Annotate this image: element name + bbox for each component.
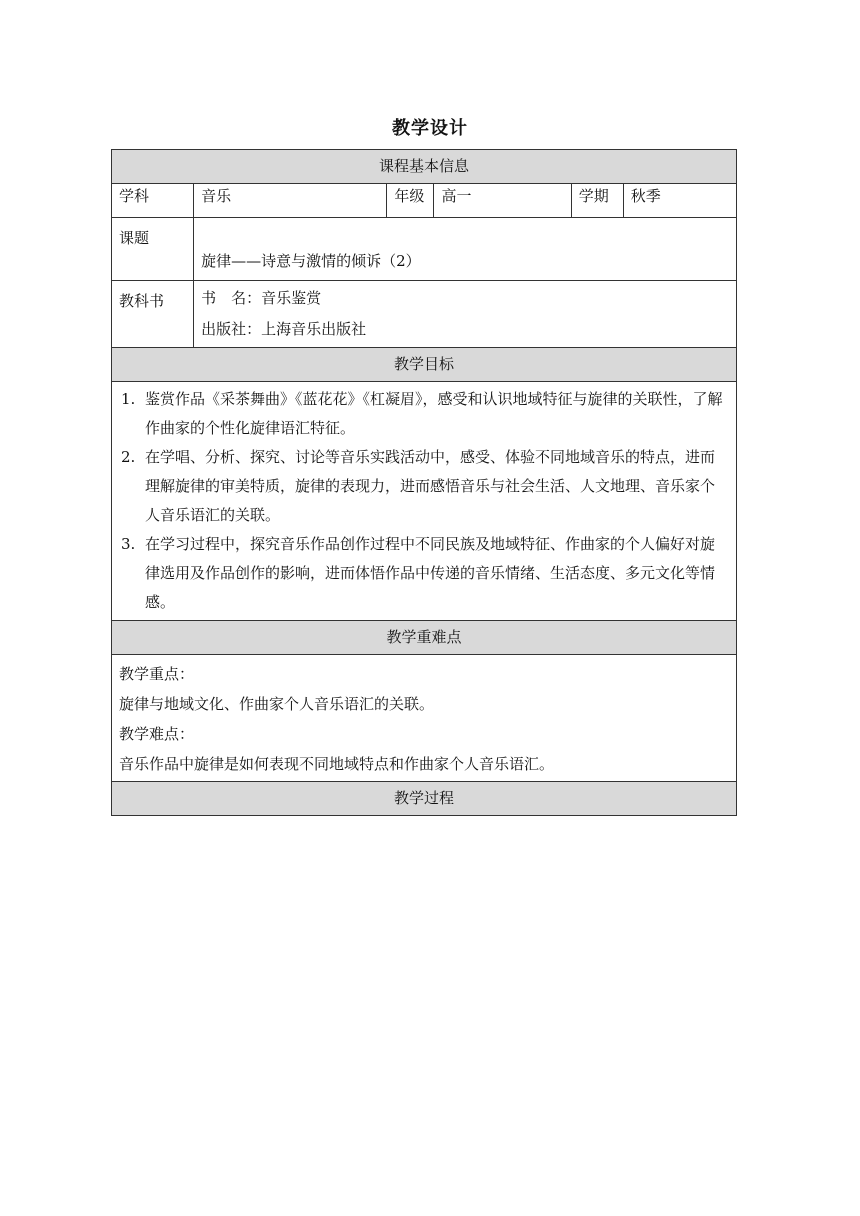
book-name: 书 名：音乐鉴赏 xyxy=(201,289,322,307)
subject-value: 音乐 xyxy=(194,184,387,218)
textbook-label: 教科书 xyxy=(112,281,194,348)
goal-item xyxy=(119,530,729,617)
section-goals: 教学目标 xyxy=(112,348,737,382)
goals-cell xyxy=(112,382,737,621)
book-publisher: 出版社：上海音乐出版社 xyxy=(201,320,367,338)
section-process: 教学过程 xyxy=(112,782,737,816)
section-key-points: 教学重难点 xyxy=(112,621,737,655)
section-basic-info: 课程基本信息 xyxy=(112,150,737,184)
topic-value: 旋律——诗意与激情的倾诉（2） xyxy=(194,218,737,281)
topic-row xyxy=(112,218,737,281)
textbook-details xyxy=(194,281,737,348)
goal-item xyxy=(119,385,729,443)
topic-label: 课题 xyxy=(112,218,194,281)
goal-text: 鉴赏作品《采茶舞曲》《蓝花花》《杠凝眉》，感受和认识地域特征与旋律的关联性，了解作曲家的个性化旋律语汇特征。 xyxy=(145,390,723,437)
goal-item xyxy=(119,443,729,530)
goal-number: 2. xyxy=(121,448,136,466)
subject-label: 学科 xyxy=(112,184,194,218)
goals-list xyxy=(119,382,729,620)
goal-number: 3. xyxy=(121,535,136,553)
key-points-cell xyxy=(112,655,737,782)
focus-label: 教学重点： xyxy=(119,665,195,683)
difficulty-label: 教学难点： xyxy=(119,725,195,743)
term-label: 学期 xyxy=(571,184,623,218)
info-row xyxy=(112,184,737,218)
difficulty-text: 音乐作品中旋律是如何表现不同地域特点和作曲家个人音乐语汇。 xyxy=(119,755,555,773)
goal-text: 在学唱、分析、探究、讨论等音乐实践活动中，感受、体验不同地域音乐的特点，进而理解旋律的审美特质，旋律的表现力，进而感悟音乐与社会生活、人文地理、音乐家个人音乐语汇的关联。 xyxy=(145,448,716,524)
term-value: 秋季 xyxy=(623,184,736,218)
goal-text: 在学习过程中，探究音乐作品创作过程中不同民族及地域特征、作曲家的个人偏好对旋律选用及作品创作的影响，进而体悟作品中传递的音乐情绪、生活态度、多元文化等情感。 xyxy=(145,535,716,611)
document-title: 教学设计 xyxy=(392,118,468,139)
focus-text: 旋律与地域文化、作曲家个人音乐语汇的关联。 xyxy=(119,695,435,713)
textbook-row xyxy=(112,281,737,348)
grade-label: 年级 xyxy=(387,184,434,218)
goal-number: 1. xyxy=(121,390,136,408)
lesson-design-table xyxy=(111,149,737,816)
grade-value: 高一 xyxy=(434,184,571,218)
